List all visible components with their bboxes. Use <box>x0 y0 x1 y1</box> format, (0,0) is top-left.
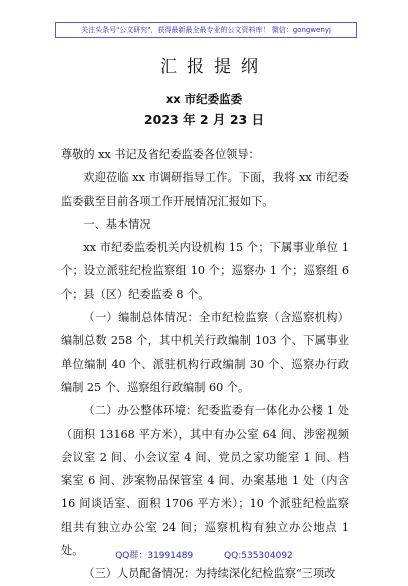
document-organization: xx 市纪委监委 <box>165 92 243 106</box>
footer <box>0 548 408 561</box>
paragraph-office: （二）办公整体环境：纪委监委有一体化办公楼 1 处（面积 13168 平方米），其中有办公室 64 间、涉密视频会议室 2 间、小会议室 4 间、党员之家功能室 1 间、档案室 6 间、涉案物品保管室 4 间、办案基地 1 处（内含 16 间谈话室、面积 1706 平方米）；10 个派驻纪检监察组共有独立办公室 24 间；巡察机构有独立办公地点 1 处。 <box>61 404 349 558</box>
document-body <box>61 143 349 586</box>
footer-qq-group: QQ群：31991489 <box>115 551 194 561</box>
footer-qq: QQ:535304092 <box>224 551 293 561</box>
paragraph-structure: xx 市纪委监委机关内设机构 15 个；下属事业单位 1 个；设立派驻纪检监察组 10 个；巡察办 1 个；巡察组 6 个；县（区）纪委监委 8 个。 <box>61 241 349 301</box>
section-heading: 一、基本情况 <box>83 217 151 231</box>
document-title: 汇报提纲 <box>160 57 268 77</box>
paragraph-intro: 欢迎莅临 xx 市调研指导工作。下面，我将 xx 市纪委监委截至目前各项工作开展情况汇报如下。 <box>61 171 349 208</box>
salutation: 尊敬的 xx 书记及省纪委监委各位领导： <box>61 148 260 161</box>
promo-banner: 关注头条号"公文研究"，获得最新最全最专业的公文资料库！ 微信：gongwenyj <box>55 22 357 38</box>
paragraph-staffing: （一）编制总体情况：全市纪检监察（含巡察机构）编制总数 258 个，其中机关行政编制 103 个、下属事业单位编制 40 个、派驻机构行政编制 30 个、巡察办行政编制 25 个、巡察组行政编制 60 个。 <box>61 311 349 394</box>
paragraph-personnel: （三）人员配备情况：为持续深化纪检监察“三项改 <box>83 567 336 581</box>
document-date: 2023 年 2 月 23 日 <box>143 112 265 127</box>
